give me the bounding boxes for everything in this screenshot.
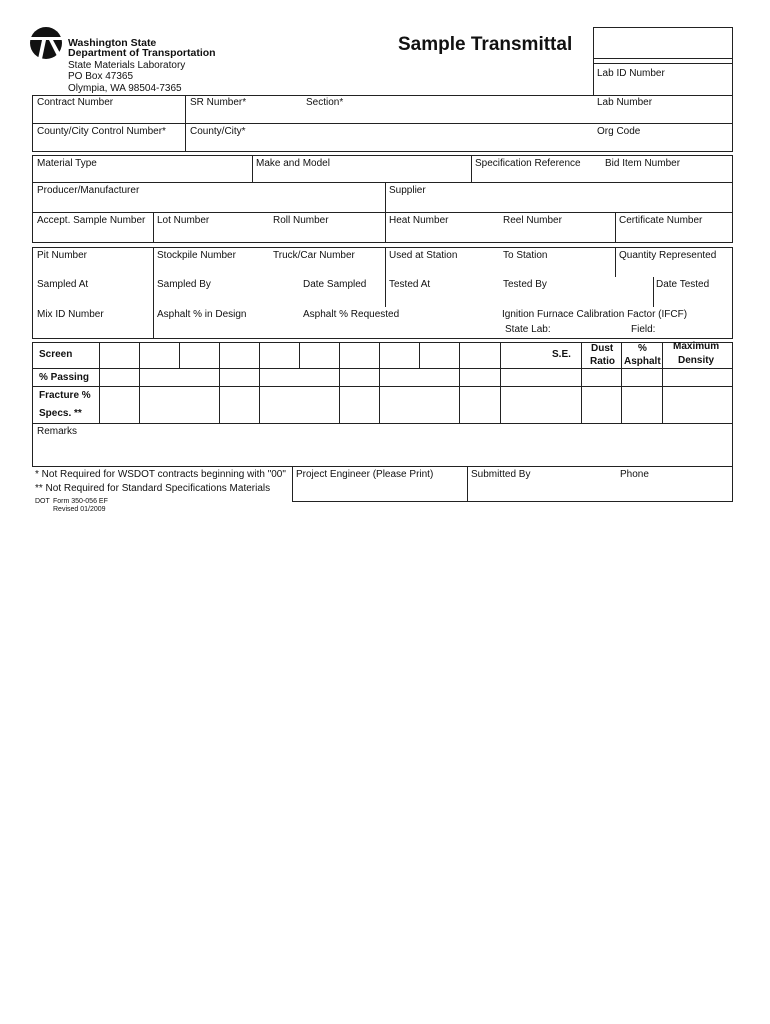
lab-number-label: Lab Number bbox=[597, 97, 653, 108]
remarks-label: Remarks bbox=[37, 426, 78, 437]
stockpile-number-label: Stockpile Number bbox=[157, 250, 236, 261]
material-type-label: Material Type bbox=[37, 158, 97, 169]
to-station-label: To Station bbox=[503, 250, 548, 261]
dust-label: Dust bbox=[591, 343, 614, 354]
project-engineer-label: Project Engineer (Please Print) bbox=[296, 469, 434, 480]
wsdot-logo-icon bbox=[29, 26, 63, 60]
po-box: PO Box 47365 bbox=[68, 71, 134, 82]
percent-passing-label: % Passing bbox=[39, 372, 90, 383]
quantity-represented-label: Quantity Represented bbox=[619, 250, 717, 261]
note-2: ** Not Required for Standard Specifications Materials bbox=[35, 483, 271, 494]
date-tested-label: Date Tested bbox=[656, 279, 710, 290]
specs-label: Specs. ** bbox=[39, 408, 82, 419]
fracture-label: Fracture % bbox=[39, 390, 91, 401]
ifcf-label: Ignition Furnace Calibration Factor (IFCF) bbox=[502, 309, 688, 320]
screen-label: Screen bbox=[39, 349, 73, 360]
revised-date: Revised 01/2009 bbox=[53, 506, 106, 513]
county-city-label: County/City* bbox=[190, 126, 246, 137]
reel-number-label: Reel Number bbox=[503, 215, 562, 226]
form-dot-label: DOT bbox=[35, 498, 50, 505]
section-label: Section* bbox=[306, 97, 344, 108]
page-title: Sample Transmittal bbox=[398, 34, 573, 55]
lot-number-label: Lot Number bbox=[157, 215, 210, 226]
note-1: * Not Required for WSDOT contracts beginning with "00" bbox=[35, 469, 286, 480]
maximum-label: Maximum bbox=[673, 341, 720, 352]
lab-name: State Materials Laboratory bbox=[68, 60, 186, 71]
asphalt-label: Asphalt bbox=[624, 356, 661, 367]
org-name-2: Department of Transportation bbox=[68, 47, 216, 59]
field-label: Field: bbox=[631, 324, 656, 335]
truck-car-label: Truck/Car Number bbox=[273, 250, 355, 261]
ratio-label: Ratio bbox=[590, 356, 615, 367]
producer-label: Producer/Manufacturer bbox=[37, 185, 140, 196]
spec-reference-label: Specification Reference bbox=[475, 158, 581, 169]
date-sampled-label: Date Sampled bbox=[303, 279, 367, 290]
bid-item-label: Bid Item Number bbox=[605, 158, 681, 169]
density-label: Density bbox=[678, 355, 715, 366]
tested-at-label: Tested At bbox=[389, 279, 431, 290]
org-name-1: Washington State bbox=[68, 37, 157, 49]
tested-by-label: Tested By bbox=[503, 279, 547, 290]
org-code-label: Org Code bbox=[597, 126, 641, 137]
contract-number-label: Contract Number bbox=[37, 97, 114, 108]
sr-number-label: SR Number* bbox=[190, 97, 247, 108]
make-model-label: Make and Model bbox=[256, 158, 330, 169]
asphalt-design-label: Asphalt % in Design bbox=[157, 309, 247, 320]
state-lab-label: State Lab: bbox=[505, 324, 551, 335]
roll-number-label: Roll Number bbox=[273, 215, 329, 226]
city-address: Olympia, WA 98504-7365 bbox=[68, 83, 182, 94]
percent-label: % bbox=[638, 343, 647, 354]
used-at-station-label: Used at Station bbox=[389, 250, 458, 261]
pit-number-label: Pit Number bbox=[37, 250, 88, 261]
supplier-label: Supplier bbox=[389, 185, 426, 196]
screen-grid bbox=[32, 342, 733, 424]
lab-id-label: Lab ID Number bbox=[597, 68, 665, 79]
remarks-box[interactable] bbox=[32, 423, 733, 467]
sampled-by-label: Sampled By bbox=[157, 279, 211, 290]
control-number-label: County/City Control Number* bbox=[37, 126, 166, 137]
form-number: Form 350-056 EF bbox=[53, 498, 108, 505]
certificate-number-label: Certificate Number bbox=[619, 215, 703, 226]
accept-sample-label: Accept. Sample Number bbox=[37, 215, 146, 226]
heat-number-label: Heat Number bbox=[389, 215, 449, 226]
phone-label: Phone bbox=[620, 469, 649, 480]
mix-id-label: Mix ID Number bbox=[37, 309, 104, 320]
lab-id-box[interactable] bbox=[593, 27, 733, 59]
submitted-by-label: Submitted By bbox=[471, 469, 531, 480]
sampled-at-label: Sampled At bbox=[37, 279, 89, 290]
asphalt-requested-label: Asphalt % Requested bbox=[303, 309, 400, 320]
se-label: S.E. bbox=[552, 349, 571, 360]
